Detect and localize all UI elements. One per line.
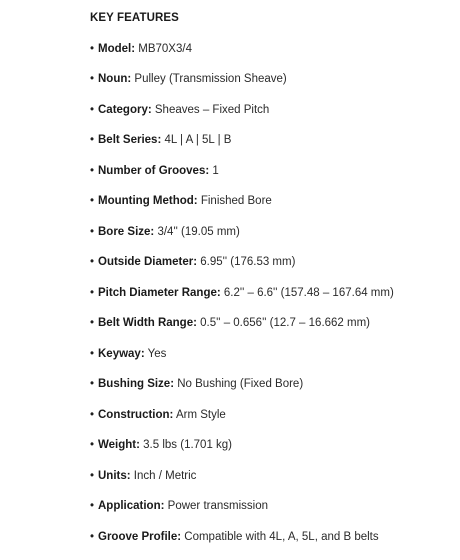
feature-item-pitch-diameter-range — [90, 286, 456, 317]
feature-value: Inch / Metric — [134, 470, 197, 482]
bullet: • — [90, 377, 98, 392]
feature-item-bore-size — [90, 225, 456, 256]
feature-value: Sheaves – Fixed Pitch — [155, 104, 269, 116]
feature-value: No Bushing (Fixed Bore) — [177, 378, 303, 390]
feature-label: Construction: — [98, 409, 173, 421]
feature-value: MB70X3/4 — [138, 43, 192, 55]
bullet: • — [90, 316, 98, 331]
feature-label: Mounting Method: — [98, 195, 198, 207]
bullet: • — [90, 408, 98, 423]
feature-value: Finished Bore — [201, 195, 272, 207]
feature-item-category — [90, 103, 456, 134]
feature-item-belt-series — [90, 133, 456, 164]
bullet: • — [90, 469, 98, 484]
bullet: • — [90, 103, 98, 118]
feature-item-outside-diameter — [90, 255, 456, 286]
feature-value: 3/4'' (19.05 mm) — [157, 226, 239, 238]
feature-value: Power transmission — [168, 500, 268, 512]
feature-value: Compatible with 4L, A, 5L, and B belts — [184, 531, 378, 543]
feature-label: Units: — [98, 470, 131, 482]
feature-value: 0.5'' – 0.656'' (12.7 – 16.662 mm) — [200, 317, 370, 329]
feature-label: Outside Diameter: — [98, 256, 197, 268]
feature-label: Number of Grooves: — [98, 165, 209, 177]
feature-item-belt-width-range — [90, 316, 456, 347]
key-features-section — [90, 11, 456, 560]
feature-item-keyway — [90, 347, 456, 378]
feature-label: Application: — [98, 500, 164, 512]
bullet: • — [90, 438, 98, 453]
section-heading: KEY FEATURES — [90, 11, 456, 26]
feature-item-noun — [90, 72, 456, 103]
feature-label: Category: — [98, 104, 152, 116]
feature-value: Yes — [148, 348, 167, 360]
bullet: • — [90, 72, 98, 87]
feature-item-bushing-size — [90, 377, 456, 408]
bullet: • — [90, 42, 98, 57]
feature-item-groove-profile — [90, 530, 456, 560]
feature-value: 6.2'' – 6.6'' (157.48 – 167.64 mm) — [224, 287, 394, 299]
feature-label: Belt Width Range: — [98, 317, 197, 329]
feature-label: Belt Series: — [98, 134, 161, 146]
feature-item-mounting-method — [90, 194, 456, 225]
feature-label: Model: — [98, 43, 135, 55]
feature-label: Bushing Size: — [98, 378, 174, 390]
feature-value: 3.5 lbs (1.701 kg) — [143, 439, 232, 451]
bullet: • — [90, 164, 98, 179]
bullet: • — [90, 133, 98, 148]
bullet: • — [90, 286, 98, 301]
feature-item-application — [90, 499, 456, 530]
feature-value: Arm Style — [176, 409, 226, 421]
bullet: • — [90, 347, 98, 362]
feature-item-construction — [90, 408, 456, 439]
feature-item-model — [90, 42, 456, 73]
feature-value: 6.95'' (176.53 mm) — [200, 256, 295, 268]
feature-value: 4L | A | 5L | B — [164, 134, 231, 146]
feature-label: Weight: — [98, 439, 140, 451]
feature-item-weight — [90, 438, 456, 469]
bullet: • — [90, 499, 98, 514]
feature-item-number-of-grooves — [90, 164, 456, 195]
feature-label: Bore Size: — [98, 226, 154, 238]
feature-item-units — [90, 469, 456, 500]
bullet: • — [90, 255, 98, 270]
feature-label: Keyway: — [98, 348, 145, 360]
feature-label: Pitch Diameter Range: — [98, 287, 221, 299]
feature-value: 1 — [212, 165, 218, 177]
feature-label: Noun: — [98, 73, 131, 85]
feature-label: Groove Profile: — [98, 531, 181, 543]
bullet: • — [90, 194, 98, 209]
feature-value: Pulley (Transmission Sheave) — [134, 73, 286, 85]
feature-list — [90, 42, 456, 560]
bullet: • — [90, 225, 98, 240]
bullet: • — [90, 530, 98, 545]
